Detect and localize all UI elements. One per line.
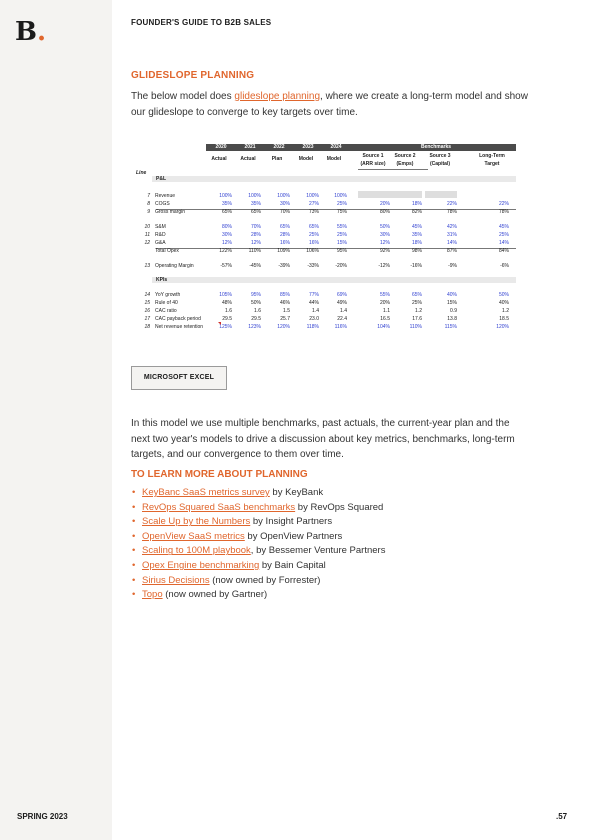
year-value: 105% — [219, 292, 232, 298]
year-value: 22.4 — [337, 316, 347, 322]
year-value: 116% — [334, 324, 347, 330]
year-value: 70% — [250, 224, 261, 230]
resource-source: by KeyBank — [269, 487, 324, 498]
model-paragraph: In this model we use multiple benchmarks, past actuals, the current-year plan and the next two year's models to drive a discussion about key metrics, benchmarks, long-term targets, and our convergence to them over time. — [131, 418, 515, 460]
year-value: 73% — [308, 209, 319, 215]
benchmark-value: 18% — [411, 240, 422, 246]
benchmark-value: 18% — [411, 201, 422, 207]
year-value: 75% — [336, 209, 347, 215]
row-number: 14 — [144, 292, 150, 298]
year-header: 2023 — [302, 144, 314, 150]
benchmark-value: 14% — [446, 240, 457, 246]
row-label: G&A — [155, 240, 166, 246]
year-header: 2020 — [215, 144, 227, 150]
microsoft-excel-button[interactable]: MICROSOFT EXCEL — [131, 366, 227, 390]
year-value: 85% — [279, 292, 290, 298]
page-number: .57 — [556, 812, 568, 821]
benchmark-value: 20% — [379, 201, 390, 207]
row-number: 16 — [144, 308, 150, 314]
resource-link[interactable]: Scale Up by the Numbers — [142, 516, 251, 528]
year-value: 25.7 — [280, 316, 290, 322]
resource-source: (now owned by Forrester) — [209, 574, 321, 586]
benchmark-source-detail: (ARR size) — [360, 161, 386, 167]
year-value: 28% — [279, 232, 290, 238]
year-value: 65% — [279, 224, 290, 230]
benchmark-value: 115% — [444, 324, 457, 330]
bullet-icon: • — [132, 574, 136, 586]
year-value: 35% — [221, 201, 232, 207]
year-value: 100% — [277, 193, 290, 199]
pl-band — [152, 176, 516, 182]
column-subheader: Actual — [211, 156, 227, 162]
year-value: 118% — [306, 324, 319, 330]
resource-list-item — [131, 544, 385, 559]
column-subheader: Model — [326, 156, 342, 162]
row-label: Operating Margin — [155, 263, 194, 269]
empty-benchmark-cell — [390, 191, 422, 198]
bullet-icon: • — [132, 487, 136, 498]
benchmark-value: 110% — [409, 324, 422, 330]
year-value: 15% — [336, 240, 347, 246]
benchmark-value: 65% — [411, 292, 422, 298]
benchmark-value: 78% — [446, 209, 457, 215]
year-value: 120% — [277, 324, 290, 330]
empty-benchmark-cell — [358, 191, 390, 198]
resource-list-item — [131, 515, 385, 530]
resource-source: , by Bessemer Venture Partners — [250, 545, 386, 557]
year-value: 1.4 — [340, 308, 347, 314]
planning-spreadsheet — [136, 144, 516, 344]
benchmark-value: 45% — [498, 224, 509, 230]
year-value: 16% — [279, 240, 290, 246]
year-value: 12% — [250, 240, 261, 246]
row-number: 17 — [144, 316, 150, 322]
benchmark-value: 120% — [496, 324, 509, 330]
year-value: 25% — [336, 232, 347, 238]
year-value: 16% — [308, 240, 319, 246]
benchmark-value: 82% — [411, 209, 422, 215]
benchmark-source: Source 2 — [394, 153, 416, 159]
kpis-band — [152, 277, 516, 283]
intro-text-start: The below model does — [131, 91, 235, 102]
resource-link[interactable]: Opex Engine benchmarking — [142, 559, 260, 571]
year-value: 46% — [279, 300, 290, 306]
resource-link[interactable]: Scaling to 100M playbook — [142, 545, 251, 557]
benchmark-value: -12% — [378, 263, 390, 269]
bullet-icon: • — [132, 559, 136, 571]
year-value: 110% — [248, 248, 261, 254]
benchmark-source-detail: Target — [484, 161, 500, 167]
benchmark-value: 40% — [498, 300, 509, 306]
left-margin-band — [0, 0, 112, 840]
year-value: 95% — [250, 292, 261, 298]
year-value: 48% — [221, 300, 232, 306]
benchmark-value: 104% — [377, 324, 390, 330]
benchmark-source-detail: (Capital) — [430, 161, 450, 167]
year-value: 25% — [308, 232, 319, 238]
benchmark-value: 18.5 — [499, 316, 509, 322]
year-value: 80% — [221, 224, 232, 230]
row-number: 11 — [144, 232, 150, 238]
year-value: 27% — [308, 201, 319, 207]
sheet-header-band — [206, 144, 516, 151]
resource-list-item — [131, 588, 385, 603]
row-label: S&M — [155, 224, 166, 230]
year-value: 125% — [219, 324, 232, 330]
benchmark-value: 15% — [446, 300, 457, 306]
year-value: 44% — [308, 300, 319, 306]
header-title: FOUNDER'S GUIDE TO B2B SALES — [131, 18, 272, 27]
bullet-icon: • — [132, 530, 136, 542]
resource-source: by Insight Partners — [250, 516, 333, 528]
year-header: 2021 — [244, 144, 256, 150]
logo-dot: . — [36, 17, 47, 47]
year-value: 109% — [277, 248, 290, 254]
year-value: 49% — [336, 300, 347, 306]
resource-link[interactable]: OpenView SaaS metrics — [142, 530, 245, 542]
kpis-label: KPIs — [156, 277, 168, 283]
benchmark-value: 14% — [498, 240, 509, 246]
year-value: 29.5 — [222, 316, 232, 322]
benchmark-value: 13.8 — [447, 316, 457, 322]
benchmark-value: 1.1 — [383, 308, 390, 314]
resource-list — [131, 486, 385, 603]
row-number: 12 — [144, 240, 150, 246]
intro-text-end: , where we create a long-term model and show our glideslope to converge to key targets over time. — [131, 91, 528, 118]
row-number: 13 — [144, 263, 150, 269]
benchmark-value: 25% — [498, 232, 509, 238]
year-value: 29.5 — [251, 316, 261, 322]
row-label: Revenue — [155, 193, 176, 199]
year-value: 69% — [336, 292, 347, 298]
resource-list-item — [131, 530, 385, 545]
benchmark-source: Source 3 — [429, 153, 451, 159]
resource-link[interactable]: RevOps Squared SaaS benchmarks — [142, 501, 296, 513]
year-value: 122% — [219, 248, 232, 254]
row-label: Total Opex — [155, 248, 179, 254]
row-label: Gross margin — [155, 209, 186, 215]
year-value: 25% — [336, 201, 347, 207]
resource-list-item — [131, 501, 385, 516]
benchmark-value: 16.5 — [380, 316, 390, 322]
comment-marker — [218, 322, 221, 325]
resource-link[interactable]: Sirius Decisions — [142, 574, 210, 586]
resource-source: by OpenView Partners — [244, 530, 343, 542]
section-title: GLIDESLOPE PLANNING — [131, 70, 255, 81]
pl-label: P&L — [156, 176, 166, 182]
benchmark-value: 35% — [411, 232, 422, 238]
year-value: 12% — [221, 240, 232, 246]
benchmark-value: -9% — [448, 263, 457, 269]
row-number: 7 — [147, 193, 150, 199]
year-header: 2024 — [330, 144, 342, 150]
year-value: 100% — [248, 193, 261, 199]
row-label: CAC payback period — [155, 316, 201, 322]
benchmark-value: 55% — [379, 292, 390, 298]
empty-benchmark-cell — [425, 191, 457, 198]
benchmark-value: 1.2 — [502, 308, 509, 314]
bullet-icon: • — [132, 545, 136, 557]
glideslope-planning-link[interactable]: glideslope planning — [234, 91, 321, 102]
benchmark-source: Source 1 — [362, 153, 384, 159]
year-value: 30% — [279, 201, 290, 207]
brand-logo — [15, 19, 46, 45]
column-subheader: Model — [298, 156, 314, 162]
year-value: 1.4 — [312, 308, 319, 314]
year-value: 65% — [221, 209, 232, 215]
row-label: Net revenue retention — [155, 324, 204, 330]
row-number: 18 — [144, 324, 150, 330]
benchmark-value: -6% — [500, 263, 509, 269]
benchmark-value: 40% — [446, 292, 457, 298]
year-value: 23.0 — [309, 316, 319, 322]
year-value: 100% — [219, 193, 232, 199]
benchmarks-header: Benchmarks — [420, 144, 451, 150]
benchmark-value: 22% — [446, 201, 457, 207]
benchmark-value: 20% — [379, 300, 390, 306]
benchmark-value: 25% — [411, 300, 422, 306]
year-value: 77% — [308, 292, 319, 298]
row-number: 9 — [147, 209, 150, 215]
year-value: 28% — [250, 232, 261, 238]
benchmark-value: 80% — [379, 209, 390, 215]
benchmark-value: 42% — [446, 224, 457, 230]
resource-list-item — [131, 559, 385, 574]
row-label: R&D — [155, 232, 166, 238]
year-value: 100% — [306, 193, 319, 199]
resource-link[interactable]: Topo — [142, 589, 163, 601]
benchmark-value: 30% — [379, 232, 390, 238]
benchmark-value: 0.9 — [450, 308, 457, 314]
year-value: 65% — [250, 209, 261, 215]
year-value: 35% — [250, 201, 261, 207]
row-number: 8 — [147, 201, 150, 207]
benchmark-value: 92% — [379, 248, 390, 254]
year-value: 1.6 — [225, 308, 232, 314]
row-label: COGS — [155, 201, 170, 207]
bullet-icon: • — [132, 516, 136, 528]
row-label: CAC ratio — [155, 308, 177, 314]
resource-source: (now owned by Gartner) — [162, 589, 268, 601]
line-label: Line — [136, 170, 147, 176]
year-value: 1.5 — [283, 308, 290, 314]
column-subheader: Plan — [271, 156, 283, 162]
benchmark-value: 98% — [411, 248, 422, 254]
year-value: -33% — [307, 263, 319, 269]
benchmark-value: 12% — [379, 240, 390, 246]
benchmark-value: 45% — [411, 224, 422, 230]
year-value: 100% — [334, 193, 347, 199]
benchmark-value: 22% — [498, 201, 509, 207]
benchmark-underline — [358, 169, 428, 170]
year-value: 106% — [306, 248, 319, 254]
year-value: 123% — [248, 324, 261, 330]
benchmark-value: 31% — [446, 232, 457, 238]
benchmark-source-detail: (Emps) — [396, 161, 414, 167]
year-value: 1.6 — [254, 308, 261, 314]
intro-paragraph — [131, 89, 531, 120]
year-value: 50% — [250, 300, 261, 306]
benchmark-source: Long-Term — [479, 153, 505, 159]
resource-source: by Bain Capital — [259, 559, 326, 571]
row-number: 15 — [144, 300, 150, 306]
benchmark-value: 87% — [446, 248, 457, 254]
year-value: -20% — [335, 263, 347, 269]
row-label: YoY growth — [155, 292, 181, 298]
benchmark-value: 50% — [379, 224, 390, 230]
bullet-icon: • — [132, 501, 136, 513]
row-label: Rule of 40 — [155, 300, 178, 306]
year-value: 95% — [336, 248, 347, 254]
footer-season: SPRING 2023 — [17, 812, 68, 821]
logo-letter: B — [15, 17, 37, 47]
benchmark-value: -16% — [410, 263, 422, 269]
resource-source: by RevOps Squared — [295, 501, 384, 513]
year-value: -39% — [278, 263, 290, 269]
year-header: 2022 — [273, 144, 285, 150]
row-number: 10 — [144, 224, 150, 230]
benchmark-value: 17.6 — [412, 316, 422, 322]
resource-list-item — [131, 486, 385, 501]
benchmark-value: 84% — [498, 248, 509, 254]
year-value: -57% — [220, 263, 232, 269]
year-value: 30% — [221, 232, 232, 238]
column-subheader: Actual — [240, 156, 256, 162]
benchmark-value: 50% — [498, 292, 509, 298]
benchmark-value: 1.2 — [415, 308, 422, 314]
bullet-icon: • — [132, 589, 136, 601]
year-value: 70% — [279, 209, 290, 215]
benchmark-value: 78% — [498, 209, 509, 215]
year-value: 55% — [336, 224, 347, 230]
learn-more-title: TO LEARN MORE ABOUT PLANNING — [131, 469, 308, 480]
resource-link[interactable]: KeyBanc SaaS metrics survey — [142, 487, 270, 498]
year-value: 65% — [308, 224, 319, 230]
year-value: -45% — [249, 263, 261, 269]
resource-list-item — [131, 574, 385, 589]
